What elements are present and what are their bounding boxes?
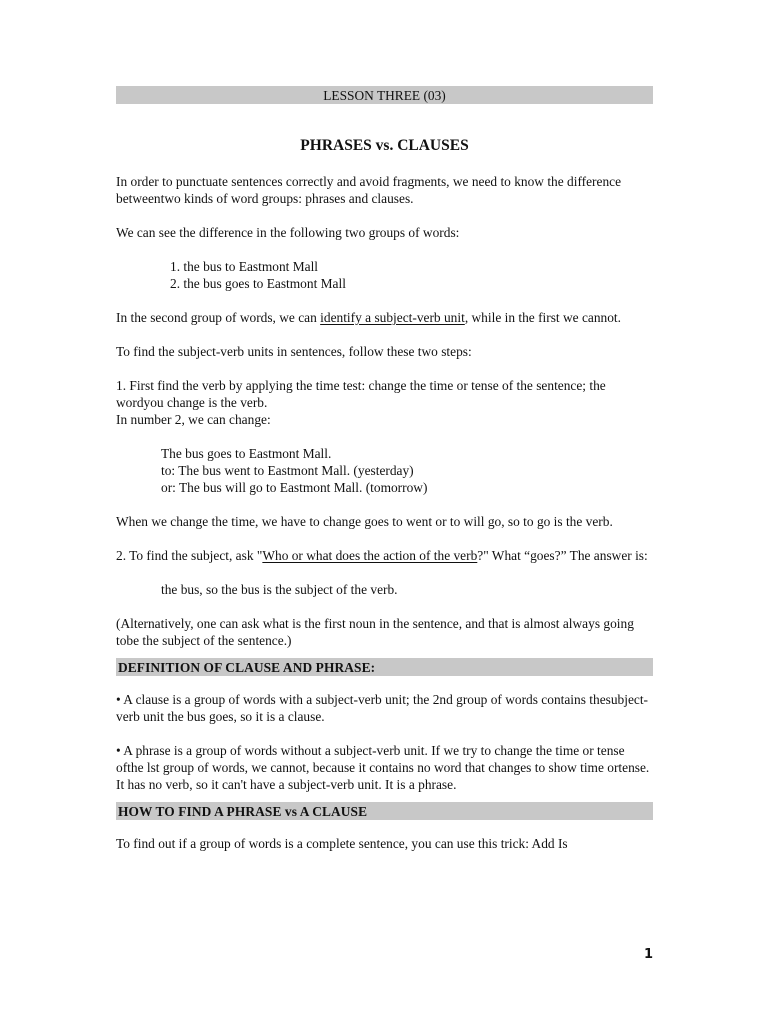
- phrase-definition: • A phrase is a group of words without a subject-verb unit. If we try to change the time or tense ofthe lst group of words, we cannot, because it contains no word that changes to show time ortense. It has no verb, so it can't have a subject-verb unit. It is a phrase.: [116, 743, 650, 792]
- page-content: [116, 86, 653, 852]
- step-1-followup: In number 2, we can change:: [116, 412, 271, 427]
- intro-paragraph-2: We can see the difference in the following two groups of words:: [116, 225, 460, 240]
- step-2-before: 2. To find the subject, ask ": [116, 548, 263, 563]
- who-or-what-link[interactable]: Who or what does the action of the verb: [262, 548, 478, 563]
- step-1-text: 1. First find the verb by applying the time test: change the time or tense of the sentence; the wordyou change is the verb.: [116, 378, 606, 410]
- step-2-alternative: (Alternatively, one can ask what is the first noun in the sentence, and that is almost always going tobe the subject of the sentence.): [116, 616, 634, 648]
- step-1-line-1: The bus goes to Eastmont Mall.: [161, 446, 332, 461]
- example-2: 2. the bus goes to Eastmont Mall: [170, 276, 346, 291]
- intro-paragraph-3: [116, 309, 653, 326]
- page-title: PHRASES vs. CLAUSES: [300, 137, 469, 154]
- step-1-line-2: to: The bus went to Eastmont Mall. (yesterday): [161, 463, 414, 478]
- intro-paragraph-4: To find the subject-verb units in sentences, follow these two steps:: [116, 344, 472, 359]
- intro-paragraph-1: In order to punctuate sentences correctly and avoid fragments, we need to know the difference betweentwo kinds of word groups: phrases and clauses.: [116, 174, 622, 206]
- identify-subject-verb-link[interactable]: identify a subject-verb unit: [320, 310, 465, 325]
- p3-before: In the second group of words, we can: [116, 310, 321, 325]
- step-1-line-3: or: The bus will go to Eastmont Mall. (tomorrow): [161, 480, 428, 495]
- definition-heading-bar: DEFINITION OF CLAUSE AND PHRASE:: [116, 658, 653, 676]
- step-2-after: ?" What “goes?” The answer is:: [477, 548, 648, 563]
- howto-text: To find out if a group of words is a complete sentence, you can use this trick: Add Is: [116, 836, 568, 851]
- lesson-header-bar: LESSON THREE (03): [116, 86, 653, 104]
- page-number: 1: [644, 947, 654, 962]
- step-2-answer: the bus, so the bus is the subject of the verb.: [161, 582, 398, 597]
- howto-heading-bar: HOW TO FIND A PHRASE vs A CLAUSE: [116, 802, 653, 820]
- p3-after: , while in the first we cannot.: [464, 310, 621, 325]
- step-1-conclusion: When we change the time, we have to change goes to went or to will go, so to go is the verb.: [116, 514, 613, 529]
- example-1: 1. the bus to Eastmont Mall: [170, 259, 319, 274]
- clause-definition: • A clause is a group of words with a subject-verb unit; the 2nd group of words contains thesubject-verb unit the bus goes, so it is a clause.: [116, 692, 649, 724]
- step-2-text: [116, 547, 653, 564]
